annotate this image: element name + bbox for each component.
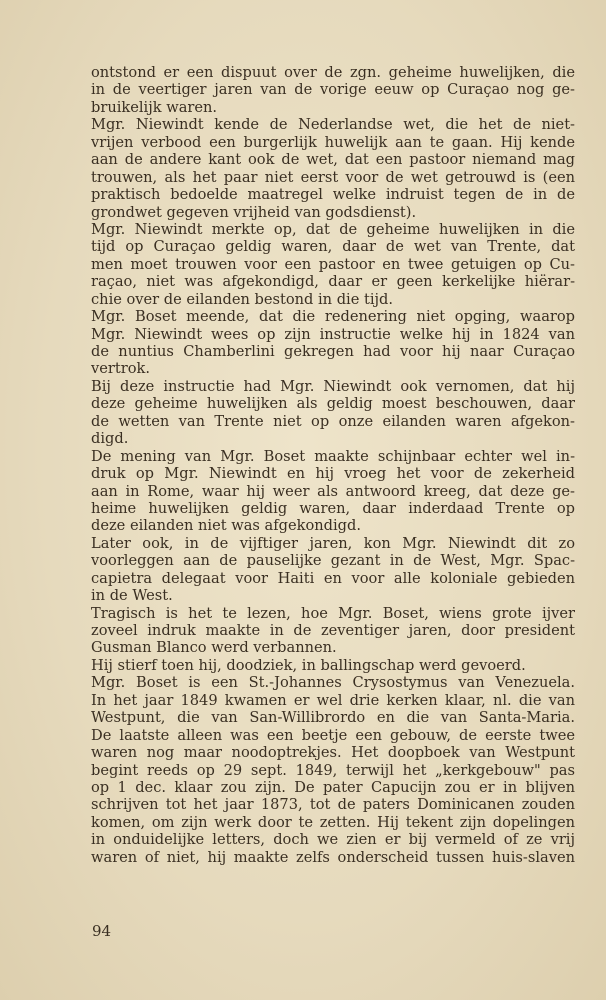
text-line: digd. xyxy=(91,430,129,448)
text-line: Mgr. Niewindt wees op zijn instructie welke hij in 1824 van xyxy=(91,325,575,343)
text-line: waren nog maar noodoptrekjes. Het doopboek van Westpunt xyxy=(91,744,575,762)
text-line: De laatste alleen was een beetje een gebouw, de eerste twee xyxy=(91,726,575,744)
text-line: deze geheime huwelijken als geldig moest beschouwen, daar xyxy=(91,395,575,413)
text-line: voorleggen aan de pauselijke gezant in de West, Mgr. Spac- xyxy=(91,552,575,570)
text-line: waren of niet, hij maakte zelfs onderscheid tussen huis-slaven xyxy=(91,848,575,866)
text-line: druk op Mgr. Niewindt en hij vroeg het voor de zekerheid xyxy=(91,465,575,483)
text-line: zoveel indruk maakte in de zeventiger jaren, door president xyxy=(91,622,575,639)
text-line: raçao, niet was afgekondigd, daar er geen kerkelijke hiërar- xyxy=(91,273,575,291)
text-line: bruikelijk waren. xyxy=(91,98,218,116)
body-text xyxy=(91,64,575,866)
text-line: de wetten van Trente niet op onze eilanden waren afgekon- xyxy=(91,412,575,430)
text-line: vertrok. xyxy=(91,360,150,378)
text-line: men moet trouwen voor een pastoor en twee getuigen op Cu- xyxy=(91,255,575,273)
text-line: Mgr. Niewindt kende de Nederlandse wet, die het de niet- xyxy=(91,116,575,134)
text-line: de nuntius Chamberlini gekregen had voor hij naar Curaçao xyxy=(91,343,575,360)
text-line: in de West. xyxy=(91,587,173,605)
text-line: Bij deze instructie had Mgr. Niewindt ook vernomen, dat hij xyxy=(91,377,575,395)
text-line: Gusman Blanco werd verbannen. xyxy=(91,639,337,657)
text-line: aan in Rome, waar hij weer als antwoord kreeg, dat deze ge- xyxy=(91,482,575,500)
text-line: chie over de eilanden bestond in die tijd. xyxy=(91,290,394,308)
text-line: capietra delegaat voor Haiti en voor alle koloniale gebieden xyxy=(91,569,575,587)
text-line: Mgr. Boset is een St.-Johannes Crysostymus van Venezuela. xyxy=(91,674,575,692)
text-line: in onduidelijke letters, doch we zien er bij vermeld of ze vrij xyxy=(91,831,575,849)
text-line: aan de andere kant ook de wet, dat een pastoor niemand mag xyxy=(91,151,575,169)
page-number: 94 xyxy=(92,922,112,940)
text-line: Later ook, in de vijftiger jaren, kon Mgr. Niewindt dit zo xyxy=(91,534,575,552)
text-line: tijd op Curaçao geldig waren, daar de wet van Trente, dat xyxy=(91,238,575,256)
text-line: grondwet gegeven vrijheid van godsdienst). xyxy=(91,203,417,221)
text-line: praktisch bedoelde maatregel welke indruist tegen de in de xyxy=(91,186,575,204)
text-line: deze eilanden niet was afgekondigd. xyxy=(91,517,361,535)
text-line: Mgr. Niewindt merkte op, dat de geheime huwelijken in die xyxy=(91,220,575,238)
text-line: in de veertiger jaren van de vorige eeuw op Curaçao nog ge- xyxy=(91,81,575,99)
text-line: Tragisch is het te lezen, hoe Mgr. Boset, wiens grote ijver xyxy=(91,604,575,622)
text-line: vrijen verbood een burgerlijk huwelijk aan te gaan. Hij kende xyxy=(91,133,575,151)
text-line: heime huwelijken geldig waren, daar inderdaad Trente op xyxy=(91,499,575,517)
text-line: schrijven tot het jaar 1873, tot de paters Dominicanen zouden xyxy=(91,796,575,814)
text-line: Westpunt, die van San-Willibrordo en die van Santa-Maria. xyxy=(91,709,575,727)
text-line: komen, om zijn werk door te zetten. Hij tekent zijn dopelingen xyxy=(91,813,575,831)
text-line: begint reeds op 29 sept. 1849, terwijl het „kerkgebouw" pas xyxy=(91,761,575,779)
text-line: De mening van Mgr. Boset maakte schijnbaar echter wel in- xyxy=(91,447,575,465)
text-line: op 1 dec. klaar zou zijn. De pater Capucijn zou er in blijven xyxy=(91,778,575,796)
text-line: trouwen, als het paar niet eerst voor de wet getrouwd is (een xyxy=(91,168,575,186)
text-line: Mgr. Boset meende, dat die redenering niet opging, waarop xyxy=(91,308,575,326)
text-line: In het jaar 1849 kwamen er wel drie kerken klaar, nl. die van xyxy=(91,691,575,709)
text-line: ontstond er een dispuut over de zgn. geheime huwelijken, die xyxy=(91,64,575,81)
text-line: Hij stierf toen hij, doodziek, in ballingschap werd gevoerd. xyxy=(91,656,526,674)
